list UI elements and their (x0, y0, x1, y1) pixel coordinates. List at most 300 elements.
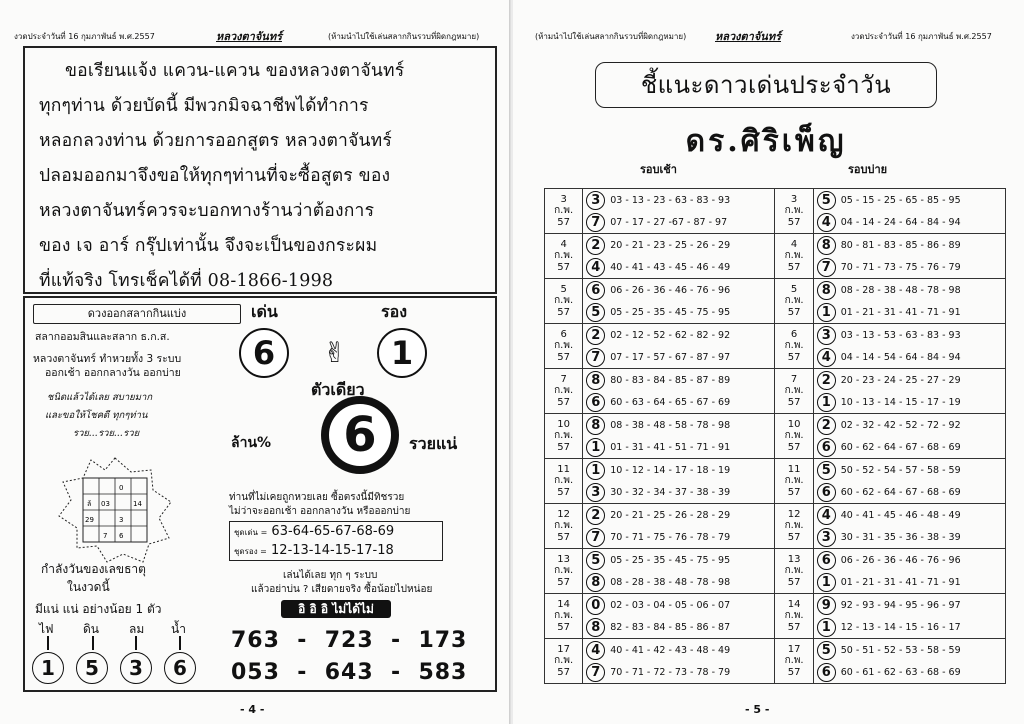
key-digit: 9 (817, 596, 836, 615)
prediction-line (814, 571, 1005, 593)
prediction-table (544, 188, 1006, 684)
key-digit: 2 (586, 326, 605, 345)
month: ก.พ. (554, 385, 574, 397)
number-set: 05 - 25 - 35 - 45 - 75 - 95 (610, 306, 731, 318)
key-digit: 1 (586, 438, 605, 457)
prediction-line (583, 571, 774, 593)
date-cell (545, 279, 583, 324)
page-number-left: - 4 - (240, 703, 265, 716)
key-digit: 8 (586, 416, 605, 435)
prediction-panel (23, 296, 497, 692)
year: 57 (557, 261, 570, 273)
office-text: สลากออมสินและสลาก ธ.ก.ส. (35, 331, 170, 343)
luangta-line-1: หลวงตาจันทร์ ทำหวยทั้ง 3 ระบบ (33, 353, 182, 365)
day: 4 (560, 238, 567, 250)
key-digit: 5 (817, 461, 836, 480)
prediction-line (583, 594, 774, 616)
prediction-line (814, 301, 1005, 323)
key-digit: 7 (586, 348, 605, 367)
month: ก.พ. (784, 250, 804, 262)
day: 7 (790, 373, 798, 385)
at-least-text: มีแน่ แน่ อย่างน้อย 1 ตัว (35, 602, 162, 616)
handwritten-line-2: และขอให้โชคดี ทุกๆท่าน (45, 410, 148, 421)
key-digit: 4 (817, 213, 836, 232)
year: 57 (787, 306, 801, 318)
set-second-value: 12-13-14-15-17-18 (271, 543, 394, 558)
number-set: 50 - 52 - 54 - 57 - 58 - 59 (840, 464, 961, 476)
set-main-value: 63-64-65-67-68-69 (271, 524, 395, 539)
year: 57 (557, 396, 570, 408)
prediction-line (814, 459, 1005, 481)
number-set: 40 - 41 - 42 - 43 - 48 - 49 (610, 644, 731, 656)
number-cell (813, 594, 1005, 639)
month: ก.พ. (554, 295, 574, 307)
three-digit-row-2: 053 - 643 - 583 (231, 660, 468, 685)
number-set: 02 - 03 - 04 - 05 - 06 - 07 (610, 599, 731, 611)
number-set: 70 - 71 - 72 - 73 - 78 - 79 (610, 666, 731, 678)
month: ก.พ. (784, 520, 804, 532)
prediction-line (814, 391, 1005, 413)
month: ก.พ. (784, 205, 804, 217)
day: 4 (790, 238, 798, 250)
date-cell (545, 369, 583, 414)
number: 763 (231, 628, 280, 653)
wheel-cell: 6 (119, 532, 124, 540)
main-digit: 6 (239, 328, 289, 378)
key-digit: 6 (586, 281, 605, 300)
prediction-line (814, 481, 1005, 503)
down-arrow-icon (135, 636, 137, 650)
prediction-line (583, 481, 774, 503)
day: 17 (787, 643, 801, 655)
number-set: 70 - 71 - 73 - 75 - 76 - 79 (840, 261, 961, 273)
month: ก.พ. (554, 340, 574, 352)
prediction-line (814, 639, 1005, 661)
number-set: 07 - 17 - 27 -67 - 87 - 97 (610, 216, 728, 228)
number-cell (583, 414, 775, 459)
advice-line-1: ท่านที่ไม่เคยถูกหวยเลย ซื้อตรงนี้มีทิชรวย (229, 492, 405, 503)
prediction-line (814, 594, 1005, 616)
prediction-line (583, 526, 774, 548)
handwritten-line-1: ชนิดแล้วได้เลย สบายมาก (47, 392, 153, 403)
day: 10 (787, 418, 801, 430)
number-set: 08 - 28 - 38 - 48 - 78 - 98 (840, 284, 961, 296)
wheel-cell: 3 (119, 516, 124, 524)
key-digit: 8 (586, 371, 605, 390)
single-digit: 6 (327, 402, 393, 468)
number-cell (813, 279, 1005, 324)
number-cell (583, 369, 775, 414)
number-cell (813, 369, 1005, 414)
date-cell (775, 504, 813, 549)
day: 14 (787, 598, 801, 610)
key-digit: 5 (817, 641, 836, 660)
date-cell (545, 414, 583, 459)
key-digit: 1 (817, 303, 836, 322)
table-row (545, 234, 1006, 279)
number-set: 07 - 17 - 57 - 67 - 87 - 97 (610, 351, 731, 363)
prediction-line (583, 324, 774, 346)
year: 57 (787, 576, 801, 588)
prediction-line (583, 391, 774, 413)
element-label-water: น้ำ (171, 622, 186, 636)
number-set: 60 - 62 - 64 - 67 - 68 - 69 (840, 441, 961, 453)
date-cell (545, 639, 583, 684)
date-cell (545, 324, 583, 369)
element-digit-water: 6 (164, 652, 196, 684)
date-cell (775, 549, 813, 594)
key-digit: 8 (586, 618, 605, 637)
day: 5 (790, 283, 798, 295)
number-set: 03 - 13 - 23 - 63 - 83 - 93 (610, 194, 731, 206)
number: 723 (324, 628, 374, 653)
key-digit: 8 (817, 281, 836, 300)
key-digit: 7 (817, 258, 836, 277)
round-morning-label: รอบเช้า (640, 163, 677, 176)
key-digit: 6 (817, 483, 836, 502)
second-digit: 1 (377, 328, 427, 378)
number-set-box (229, 521, 443, 561)
table-row (545, 189, 1006, 234)
year: 57 (787, 441, 801, 453)
prediction-line (814, 526, 1005, 548)
key-digit: 2 (817, 371, 836, 390)
number: 583 (418, 660, 468, 685)
table-row (545, 504, 1006, 549)
prediction-line (814, 346, 1005, 368)
main-label: เด่น (251, 302, 278, 321)
key-digit: 1 (817, 618, 836, 637)
key-digit: 5 (586, 303, 605, 322)
number-cell (813, 189, 1005, 234)
year: 57 (787, 261, 801, 273)
advice-line-2: ไม่ว่าจะออกเช้า ออกกลางวัน หรือออกบ่าย (229, 506, 411, 517)
number-set: 04 - 14 - 24 - 64 - 84 - 94 (840, 216, 961, 228)
date-cell (775, 324, 813, 369)
prediction-line (583, 346, 774, 368)
number-cell (813, 459, 1005, 504)
year: 57 (557, 531, 570, 543)
year: 57 (787, 396, 801, 408)
year: 57 (787, 666, 801, 678)
prediction-line (583, 436, 774, 458)
year: 57 (557, 441, 570, 453)
key-digit: 2 (817, 416, 836, 435)
right-header-date: งวดประจำวันที่ 16 กุมภาพันธ์ พ.ศ.2557 (851, 32, 992, 41)
date-cell (775, 594, 813, 639)
prediction-line (814, 661, 1005, 683)
year: 57 (787, 351, 801, 363)
prediction-line (814, 189, 1005, 211)
prediction-line (814, 256, 1005, 278)
daily-star-title: ชี้แนะดาวเด่นประจำวัน (595, 62, 937, 108)
play-line-2: แล้วอย่าบ่น ? เสียดายจริง ซื้อน้อยไปหน่อย (251, 584, 433, 595)
element-digit-wind: 3 (120, 652, 152, 684)
notice-line: ขอเรียนแจ้ง แควน-แควน ของหลวงตาจันทร์ (65, 61, 405, 81)
date-cell (545, 549, 583, 594)
table-row (545, 324, 1006, 369)
prediction-line (814, 234, 1005, 256)
table-row (545, 594, 1006, 639)
number-cell (813, 234, 1005, 279)
key-digit: 1 (586, 461, 605, 480)
month: ก.พ. (554, 250, 574, 262)
number-cell (583, 234, 775, 279)
number-set: 06 - 26 - 36 - 46 - 76 - 96 (840, 554, 961, 566)
key-digit: 7 (586, 213, 605, 232)
day: 10 (557, 418, 570, 430)
number-set: 08 - 28 - 38 - 48 - 78 - 98 (610, 576, 731, 588)
number-set: 10 - 12 - 14 - 17 - 18 - 19 (610, 464, 731, 476)
key-digit: 2 (586, 506, 605, 525)
wheel-cell: 14 (133, 500, 142, 508)
year: 57 (557, 306, 570, 318)
number-cell (813, 504, 1005, 549)
element-label-earth: ดิน (83, 622, 99, 636)
key-digit: 6 (817, 663, 836, 682)
number-set: 80 - 81 - 83 - 85 - 86 - 89 (840, 239, 961, 251)
key-digit: 5 (817, 191, 836, 210)
month: ก.พ. (784, 385, 804, 397)
date-cell (775, 279, 813, 324)
number-set: 04 - 14 - 54 - 64 - 84 - 94 (840, 351, 961, 363)
prediction-line (583, 279, 774, 301)
date-cell (545, 594, 583, 639)
power-day-line-1: กำลังวันของเลขธาตุ (41, 562, 146, 576)
lottery-title-box: ดวงออกสลากกินแบ่ง (33, 304, 241, 324)
number-set: 20 - 21 - 25 - 26 - 28 - 29 (610, 509, 731, 521)
number-set: 82 - 83 - 84 - 85 - 86 - 87 (610, 621, 731, 633)
number: 643 (324, 660, 374, 685)
table-row (545, 369, 1006, 414)
date-cell (775, 189, 813, 234)
year: 57 (787, 621, 801, 633)
month: ก.พ. (554, 655, 574, 667)
day: 12 (787, 508, 801, 520)
month: ก.พ. (784, 295, 804, 307)
month: ก.พ. (554, 565, 574, 577)
year: 57 (557, 576, 570, 588)
notice-line: หลวงตาจันทร์ควรจะบอกทางร้านว่าต้องการ (39, 201, 375, 221)
number-set: 60 - 63 - 64 - 65 - 67 - 69 (610, 396, 731, 408)
prediction-line (583, 211, 774, 233)
month: ก.พ. (784, 655, 804, 667)
key-digit: 6 (817, 438, 836, 457)
prediction-line (814, 549, 1005, 571)
prediction-line (814, 279, 1005, 301)
number-cell (583, 189, 775, 234)
day: 7 (560, 373, 567, 385)
key-digit: 1 (817, 573, 836, 592)
date-cell (545, 234, 583, 279)
notice-line: ของ เจ อาร์ กรุ๊ปเท่านั้น จึงจะเป็นของกระผม (39, 236, 378, 256)
prediction-line (583, 369, 774, 391)
three-digit-row-1: 763 - 723 - 173 (231, 628, 468, 653)
key-digit: 7 (586, 663, 605, 682)
prediction-line (583, 661, 774, 683)
notice-line: หลอกลวงท่าน ด้วยการออกสูตร หลวงตาจันทร์ (39, 131, 393, 151)
table-row (545, 459, 1006, 504)
date-cell (775, 459, 813, 504)
left-header-note: (ห้ามนำไปใช้เล่นสลากกินรวบที่ผิดกฎหมาย) (328, 32, 480, 41)
number-set: 02 - 12 - 52 - 62 - 82 - 92 (610, 329, 731, 341)
key-digit: 5 (586, 551, 605, 570)
down-arrow-icon (92, 636, 94, 650)
number-set: 01 - 21 - 31 - 41 - 71 - 91 (840, 306, 961, 318)
number-set: 50 - 51 - 52 - 53 - 58 - 59 (840, 644, 961, 656)
date-cell (775, 369, 813, 414)
day: 13 (787, 553, 801, 565)
element-digit-earth: 5 (76, 652, 108, 684)
wheel-cell: 0 (119, 484, 124, 492)
right-header-note: (ห้ามนำไปใช้เล่นสลากกินรวบที่ผิดกฎหมาย) (535, 32, 687, 41)
number-set: 12 - 13 - 14 - 15 - 16 - 17 (840, 621, 961, 633)
prediction-line (583, 616, 774, 638)
key-digit: 3 (586, 191, 605, 210)
day: 11 (787, 463, 801, 475)
black-banner: อิ อิ อิ ไม่ได้ไม่ (281, 600, 391, 618)
number-cell (813, 639, 1005, 684)
day: 3 (560, 193, 567, 205)
key-digit: 4 (817, 506, 836, 525)
year: 57 (557, 621, 570, 633)
left-header-date: งวดประจำวันที่ 16 กุมภาพันธ์ พ.ศ.2557 (14, 32, 155, 41)
prediction-line (583, 256, 774, 278)
wheel-cell: 29 (85, 516, 94, 524)
number-set: 40 - 41 - 45 - 46 - 48 - 49 (840, 509, 961, 521)
prediction-line (814, 436, 1005, 458)
number: 053 (231, 660, 280, 685)
rich-label: รวยแน่ (409, 434, 458, 453)
day: 13 (557, 553, 570, 565)
number-cell (583, 459, 775, 504)
prediction-line (583, 504, 774, 526)
prediction-line (814, 324, 1005, 346)
month: ก.พ. (554, 475, 574, 487)
lucky-wheel-diagram (53, 456, 177, 564)
number-set: 05 - 25 - 35 - 45 - 75 - 95 (610, 554, 731, 566)
month: ก.พ. (554, 520, 574, 532)
prediction-line (814, 616, 1005, 638)
single-digit-badge (321, 396, 399, 474)
prediction-line (583, 234, 774, 256)
number-set: 60 - 62 - 64 - 67 - 68 - 69 (840, 486, 961, 498)
key-digit: 3 (817, 326, 836, 345)
number-set: 02 - 32 - 42 - 52 - 72 - 92 (840, 419, 961, 431)
victory-hand-icon: ✌ (323, 336, 347, 369)
prediction-line (583, 549, 774, 571)
luangta-line-2: ออกเช้า ออกกลางวัน ออกบ่าย (45, 367, 181, 379)
number-set: 30 - 31 - 35 - 36 - 38 - 39 (840, 531, 961, 543)
million-label: ล้าน% (231, 435, 272, 451)
down-arrow-icon (47, 636, 49, 650)
number-set: 01 - 21 - 31 - 41 - 71 - 91 (840, 576, 961, 588)
single-digit-label: ตัวเดียว (311, 380, 365, 399)
year: 57 (557, 666, 570, 678)
number-set: 70 - 71 - 75 - 76 - 78 - 79 (610, 531, 731, 543)
date-cell (775, 234, 813, 279)
number-set: 80 - 83 - 84 - 85 - 87 - 89 (610, 374, 731, 386)
number-set: 20 - 23 - 24 - 25 - 27 - 29 (840, 374, 961, 386)
down-arrow-icon (179, 636, 181, 650)
right-header-brand: หลวงตาจันทร์ (715, 30, 781, 43)
author-name: ดร.ศิริเพ็ญ (685, 124, 847, 159)
number-cell (583, 324, 775, 369)
set-second-row (230, 541, 442, 560)
key-digit: 8 (817, 236, 836, 255)
warning-notice (23, 46, 497, 294)
number-set: 08 - 38 - 48 - 58 - 78 - 98 (610, 419, 731, 431)
set-main-label: ชุดเด่น = (234, 528, 268, 537)
month: ก.พ. (784, 475, 804, 487)
table-row (545, 639, 1006, 684)
year: 57 (787, 486, 801, 498)
key-digit: 4 (586, 641, 605, 660)
key-digit: 3 (586, 483, 605, 502)
round-afternoon-label: รอบบ่าย (848, 163, 888, 176)
date-cell (545, 504, 583, 549)
page-number-right: - 5 - (745, 703, 770, 716)
year: 57 (557, 351, 570, 363)
number-set: 05 - 15 - 25 - 65 - 85 - 95 (840, 194, 961, 206)
notice-line: ปลอมออกมาจึงขอให้ทุกๆท่านที่จะซื้อสูตร ของ (39, 166, 391, 186)
prediction-line (583, 459, 774, 481)
number-cell (583, 279, 775, 324)
month: ก.พ. (554, 430, 574, 442)
key-digit: 6 (586, 393, 605, 412)
handwritten-line-3: รวย...รวย...รวย (73, 428, 140, 439)
number: 173 (418, 628, 468, 653)
number-cell (813, 324, 1005, 369)
key-digit: 0 (586, 596, 605, 615)
number-cell (583, 549, 775, 594)
table-row (545, 549, 1006, 594)
number-set: 92 - 93 - 94 - 95 - 96 - 97 (840, 599, 961, 611)
prediction-line (583, 639, 774, 661)
prediction-line (583, 189, 774, 211)
day: 6 (790, 328, 798, 340)
date-cell (775, 414, 813, 459)
year: 57 (557, 216, 570, 228)
prediction-line (814, 414, 1005, 436)
wheel-cell: 7 (103, 532, 108, 540)
month: ก.พ. (554, 205, 574, 217)
key-digit: 6 (817, 551, 836, 570)
number-set: 60 - 61 - 62 - 63 - 68 - 69 (840, 666, 961, 678)
number-cell (583, 504, 775, 549)
number-set: 40 - 41 - 43 - 45 - 46 - 49 (610, 261, 731, 273)
prediction-line (583, 414, 774, 436)
wheel-cell: 03 (101, 500, 110, 508)
month: ก.พ. (554, 610, 574, 622)
number-cell (583, 594, 775, 639)
left-header-brand: หลวงตาจันทร์ (216, 30, 282, 43)
prediction-line (583, 301, 774, 323)
month: ก.พ. (784, 610, 804, 622)
left-page (0, 0, 511, 724)
number-cell (583, 639, 775, 684)
key-digit: 2 (586, 236, 605, 255)
day: 3 (790, 193, 798, 205)
year: 57 (787, 531, 801, 543)
day: 12 (557, 508, 570, 520)
power-day-line-2: ในงวดนี้ (67, 580, 110, 594)
element-digit-fire: 1 (32, 652, 64, 684)
day: 17 (557, 643, 570, 655)
notice-line: ทุกๆท่าน ด้วยบัดนี้ มีพวกมิจฉาชีพได้ทำการ (39, 96, 369, 116)
day: 6 (560, 328, 567, 340)
set-second-label: ชุดรอง = (234, 547, 267, 556)
